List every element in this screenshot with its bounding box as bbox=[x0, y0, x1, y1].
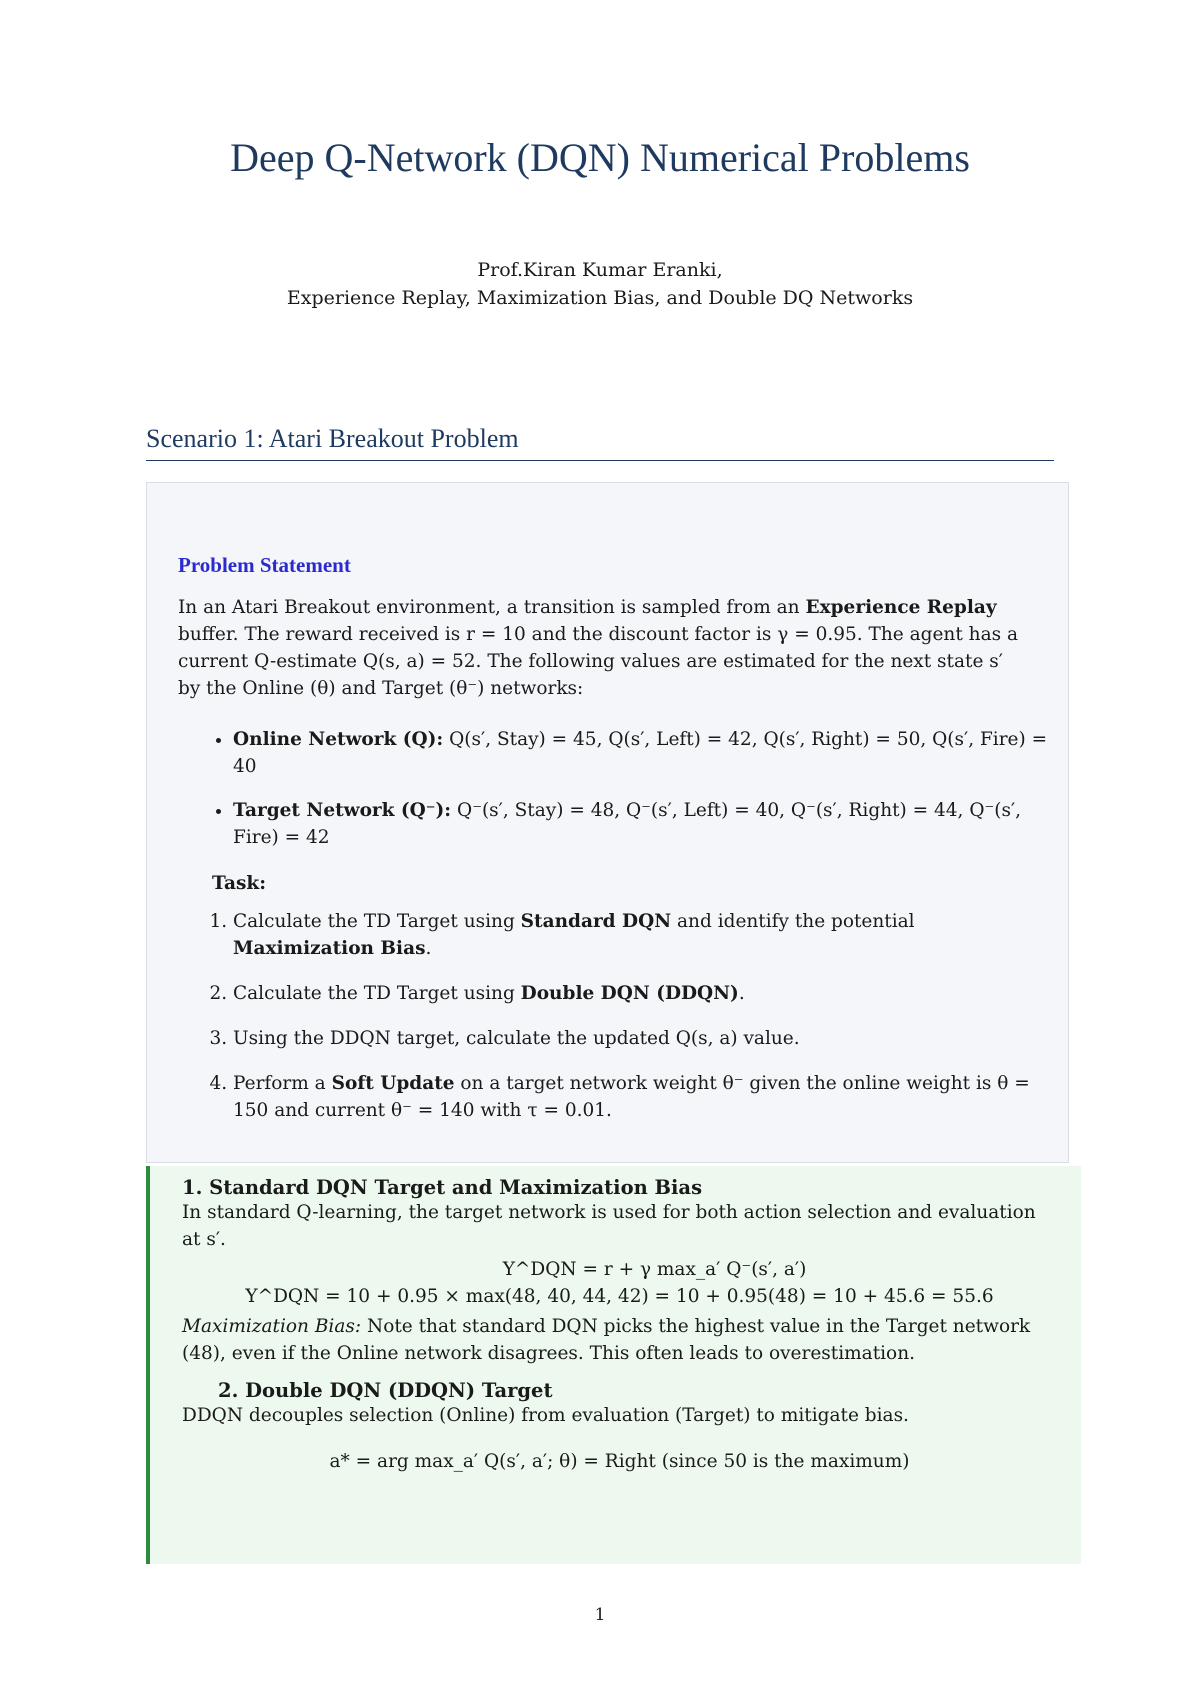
list-item bbox=[233, 726, 1052, 780]
task-text: . bbox=[425, 938, 432, 959]
solution-paragraph-1: In standard Q-learning, the target network is used for both action selection and evaluation at s′. bbox=[182, 1202, 1036, 1250]
author-name: Prof.Kiran Kumar Eranki, bbox=[477, 259, 723, 281]
problem-heading: Problem Statement bbox=[178, 553, 351, 577]
task-text: and identify the potential bbox=[671, 911, 915, 932]
list-item bbox=[233, 797, 1052, 851]
task-bold: Standard DQN bbox=[520, 911, 672, 932]
task-text: Using the DDQN target, calculate the updated Q(s, a) value. bbox=[233, 1028, 800, 1049]
page-number: 1 bbox=[594, 1605, 606, 1625]
task-text: . bbox=[738, 983, 745, 1004]
section-heading: Scenario 1: Atari Breakout Problem bbox=[146, 424, 1054, 461]
online-network-values: Q(s′, Stay) = 45, Q(s′, Left) = 42, Q(s′, Right) = 50, Q(s′, Fire) = 40 bbox=[233, 729, 1048, 777]
bias-label: Maximization Bias: bbox=[182, 1316, 362, 1337]
task-text: Perform a bbox=[233, 1073, 332, 1094]
task-list bbox=[178, 908, 1052, 1124]
bias-note bbox=[182, 1313, 1057, 1367]
list-item bbox=[233, 980, 1052, 1007]
document-subtitle: Experience Replay, Maximization Bias, and Double DQ Networks bbox=[286, 287, 914, 309]
problem-paragraph bbox=[178, 594, 1030, 702]
task-bold: Soft Update bbox=[331, 1073, 455, 1094]
equation-argmax: a* = arg max_a′ Q(s′, a′; θ) = Right (since 50 is the maximum) bbox=[329, 1451, 910, 1472]
experience-replay-term: Experience Replay bbox=[805, 597, 997, 618]
bias-text: Note that standard DQN picks the highest value in the Target network (48), even if the Online network disagrees. This often leads to overestimation. bbox=[182, 1316, 1031, 1364]
equation-dqn-target: Y^DQN = r + γ max_a′ Q⁻(s′, a′) bbox=[502, 1259, 807, 1280]
list-item bbox=[233, 1025, 1052, 1052]
task-text: Calculate the TD Target using bbox=[233, 983, 521, 1004]
target-network-values: Q⁻(s′, Stay) = 48, Q⁻(s′, Left) = 40, Q⁻(s′, Right) = 44, Q⁻(s′, Fire) = 42 bbox=[233, 800, 1022, 848]
equation-dqn-calc: Y^DQN = 10 + 0.95 × max(48, 40, 44, 42) = 10 + 0.95(48) = 10 + 45.6 = 55.6 bbox=[245, 1286, 994, 1307]
target-network-label: Target Network (Q⁻): bbox=[233, 800, 452, 821]
solution-heading-2: 2. Double DQN (DDQN) Target bbox=[218, 1379, 553, 1402]
task-bold: Maximization Bias bbox=[233, 938, 426, 959]
network-values-list bbox=[178, 726, 1052, 851]
problem-statement-box bbox=[146, 482, 1069, 1163]
problem-text-1: In an Atari Breakout environment, a transition is sampled from an bbox=[178, 597, 806, 618]
task-label: Task: bbox=[212, 873, 267, 894]
online-network-label: Online Network (Q): bbox=[233, 729, 444, 750]
task-bold: Double DQN (DDQN) bbox=[520, 983, 739, 1004]
solution-paragraph-2: DDQN decouples selection (Online) from evaluation (Target) to mitigate bias. bbox=[182, 1405, 909, 1426]
problem-text-2: buffer. The reward received is r = 10 and the discount factor is γ = 0.95. The agent has a current Q-estimate Q(s, a) = 52. The following values are estimated for the next state s′ by the Online (θ) and Target (θ⁻) networks: bbox=[178, 624, 1019, 699]
list-item bbox=[233, 1070, 1052, 1124]
page-title: Deep Q-Network (DQN) Numerical Problems bbox=[230, 135, 970, 180]
solution-box bbox=[146, 1166, 1081, 1564]
task-text: on a target network weight θ⁻ given the online weight is θ = 150 and current θ⁻ = 140 with τ = 0.01. bbox=[233, 1073, 1030, 1121]
list-item bbox=[233, 908, 1052, 962]
author-block bbox=[146, 256, 1054, 312]
task-text: Calculate the TD Target using bbox=[233, 911, 521, 932]
solution-heading-1: 1. Standard DQN Target and Maximization Bias bbox=[182, 1176, 703, 1199]
